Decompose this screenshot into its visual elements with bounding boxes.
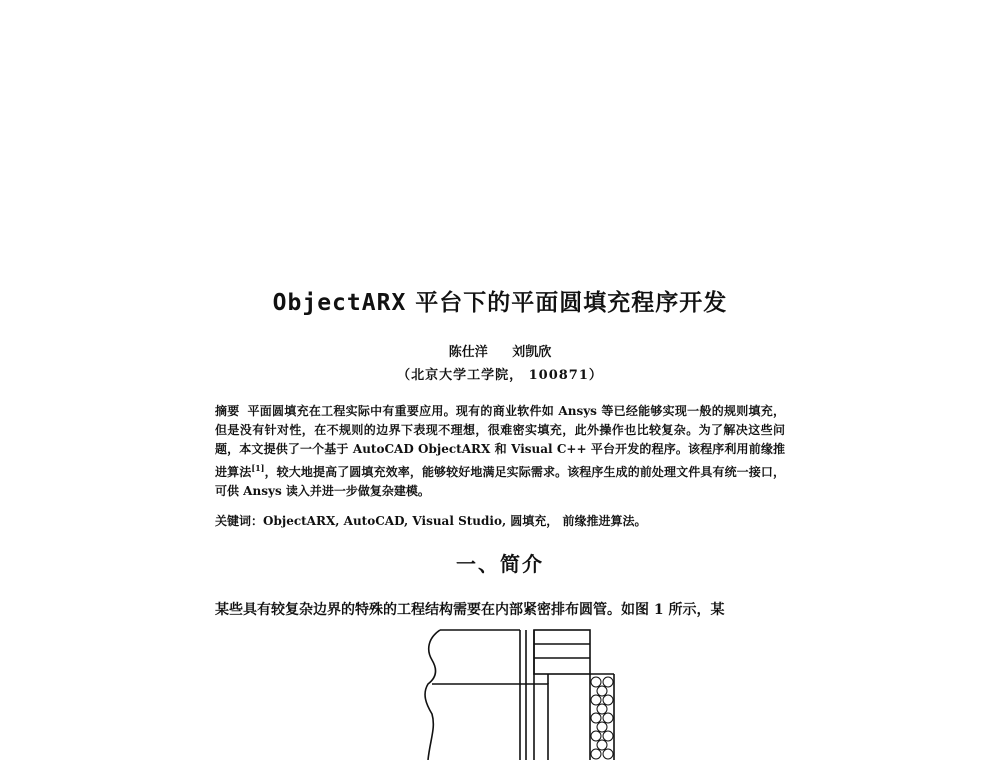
abstract-label: 摘要: [215, 404, 240, 418]
body-paragraph: 某些具有较复杂边界的特殊的工程结构需要在内部紧密排布圆管。如图 1 所示，某: [215, 602, 725, 618]
figure-1-structure-diagram: [410, 624, 630, 760]
paper-title-chinese: 平台下的平面圆填充程序开发: [406, 289, 728, 316]
figure-packed-circles: [591, 677, 613, 759]
keywords: [215, 512, 815, 529]
figure-compartment-top: [534, 630, 590, 674]
author-list: [0, 341, 1000, 360]
citation-ref: [1]: [251, 463, 265, 473]
paper-title-latin: ObjectARX: [272, 290, 407, 316]
figure-boundary-left: [425, 630, 440, 760]
author-name: 刘凯欣: [512, 345, 552, 360]
figure-inner-ledge: [432, 684, 548, 760]
section-heading-introduction: 一、简介: [456, 552, 544, 576]
abstract-text-part1: 平面圆填充在工程实际中有重要应用。现有的商业软件如 Ansys 等已经能够实现一般的规则填充，但是没有针对性，在不规则的边界下表现不理想，很难密实填充，此外操作也比较复杂。为了解决这些问题，本文提供了一个基于 AutoCAD ObjectARX 和 Visual C++ 平台开发的程序。该程序利用前缘推进算法: [215, 404, 785, 479]
author-name: 陈仕洋: [448, 345, 488, 360]
author-affiliation: （北京大学工学院， 100871）: [397, 368, 603, 383]
keywords-label: 关键词：: [215, 514, 264, 528]
abstract-text-part2: ，较大地提高了圆填充效率，能够较好地满足实际需求。该程序生成的前处理文件具有统一接口，可供 Ansys 读入并进一步做复杂建模。: [215, 465, 785, 498]
paper-title: [0, 284, 1000, 317]
keywords-text: ObjectARX, AutoCAD, Visual Studio, 圆填充， 前缘推进算法。: [263, 514, 647, 528]
abstract: [215, 402, 785, 501]
